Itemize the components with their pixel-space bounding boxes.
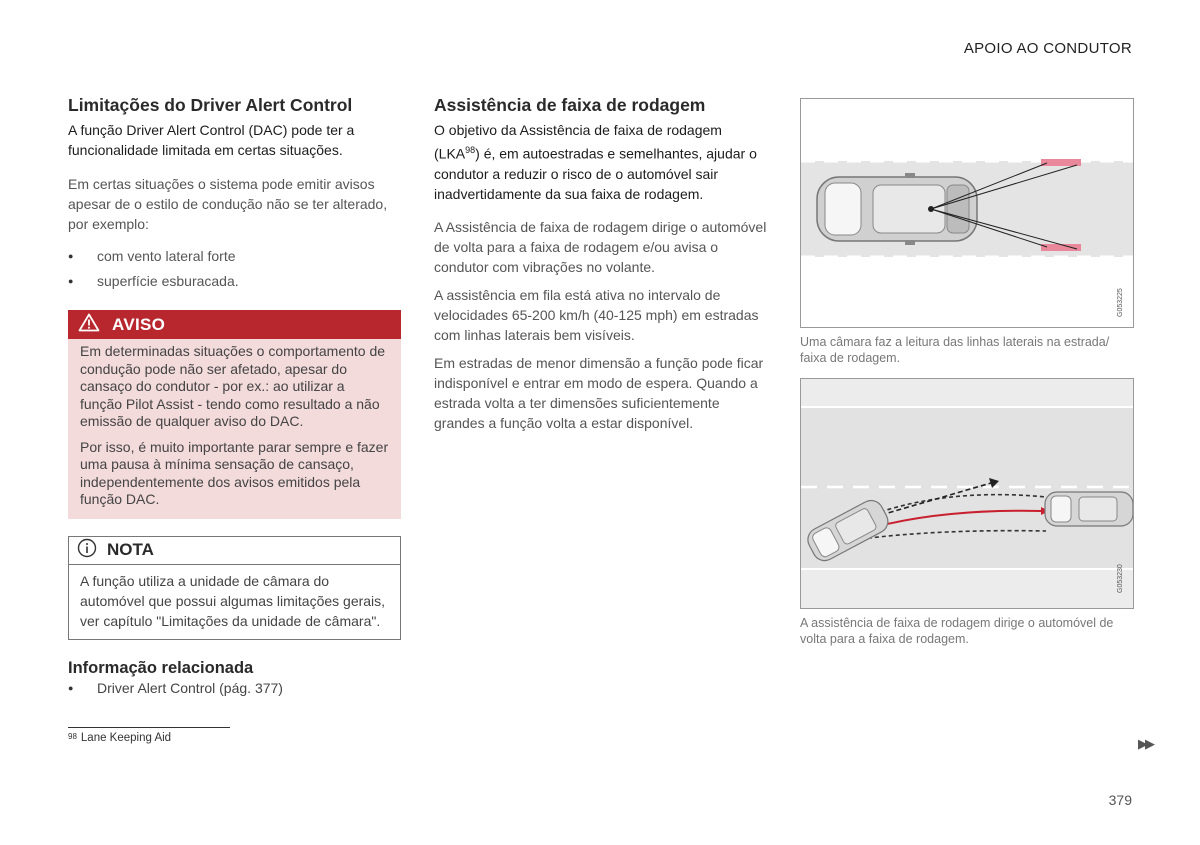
lka-lead-text-b: ) é, em autoestradas e semelhantes, ajudar o condutor a reduzir o risco de o automóvel sair inadvertidamente da sua faixa de rodagem.	[434, 145, 757, 202]
footnote-number: 98	[68, 732, 77, 741]
page-number: 379	[1108, 792, 1132, 808]
lane-marker-top	[1041, 159, 1081, 166]
lka-paragraph: Em estradas de menor dimensão a função pode ficar indisponível e entrar em modo de espera. Quando a estrada volta a ter dimensões suficientemente grandes a função volta a estar disponível.	[434, 354, 764, 431]
lane-return-figure	[800, 378, 1134, 609]
lka-paragraph: A Assistência de faixa de rodagem dirige o automóvel de volta para a faixa de rodagem e/ou avisa o condutor com vibrações no volante.	[434, 218, 767, 275]
dac-lead-paragraph: A função Driver Alert Control (DAC) pode ter a funcionalidade limitada em certas situações.	[68, 122, 355, 158]
section-header: APOIO AO CONDUTOR	[963, 40, 1132, 57]
warning-triangle-icon	[78, 313, 100, 337]
note-text: A função utiliza a unidade de câmara do automóvel que possui algumas limitações gerais, ver capítulo "Limitações da unidade de câmara".	[80, 572, 386, 629]
footnote	[68, 732, 171, 744]
camera-lane-diagram	[801, 99, 1134, 328]
warning-paragraph: Por isso, é muito importante parar sempre e fazer uma pausa à mínima sensação de cansaço, independentemente dos avisos emitidos pela função DAC.	[80, 438, 389, 507]
middle-column	[434, 94, 767, 433]
related-link-driver-alert-control[interactable]: ● Driver Alert Control (pág. 377)	[68, 678, 401, 698]
continue-arrows-icon[interactable]: ▶▶	[1138, 736, 1152, 751]
warning-header	[68, 310, 401, 339]
left-column	[68, 94, 401, 698]
figure-code: G053230	[1117, 564, 1124, 593]
section-title-dac-limitations: Limitações do Driver Alert Control	[68, 95, 353, 115]
right-column	[800, 98, 1134, 647]
list-item: ● com vento lateral forte	[68, 244, 401, 269]
figure-caption: A assistência de faixa de rodagem dirige o automóvel de volta para a faixa de rodagem.	[800, 616, 1114, 646]
figure-code: G053225	[1117, 288, 1124, 317]
figure-caption: Uma câmara faz a leitura das linhas laterais na estrada/ faixa de rodagem.	[800, 335, 1110, 365]
note-label: NOTA	[107, 540, 154, 559]
warning-label: AVISO	[112, 314, 166, 334]
dac-conditions-list	[68, 244, 401, 294]
list-item: ● superfície esburacada.	[68, 269, 401, 294]
warning-paragraph: Em determinadas situações o comportamento de condução pode não ser afetado, apesar do cansaço do condutor - por ex.: ao utilizar a função Pilot Assist - tendo como resultado a não emissão de qualquer aviso do DAC.	[80, 343, 386, 429]
warning-body	[68, 339, 401, 519]
info-icon	[77, 538, 97, 563]
car-top-view	[817, 173, 977, 245]
camera-icon	[928, 206, 934, 212]
dac-body-paragraph: Em certas situações o sistema pode emitir avisos apesar de o estilo de condução não se ter alterado, por exemplo:	[68, 176, 388, 232]
footnote-ref[interactable]: 98	[465, 145, 476, 155]
footnote-divider	[68, 727, 230, 728]
lka-lead-text-a: O objetivo da Assistência de faixa de rodagem (LKA	[434, 122, 722, 162]
lane-return-diagram	[801, 379, 1134, 609]
note-header	[69, 537, 400, 565]
warning-box	[68, 310, 401, 519]
lka-lead-paragraph	[434, 120, 767, 204]
camera-lane-figure	[800, 98, 1134, 328]
related-info-list	[68, 678, 401, 698]
section-title-lane-assist: Assistência de faixa de rodagem	[434, 95, 706, 115]
footnote-text: Lane Keeping Aid	[80, 732, 172, 744]
lka-paragraph: A assistência em fila está ativa no intervalo de velocidades 65-200 km/h (40-125 mph) em estradas com linhas laterais bem visíveis.	[434, 286, 759, 343]
related-info-title: Informação relacionada	[68, 658, 254, 677]
note-box	[68, 536, 401, 640]
car-corrected	[1045, 492, 1133, 526]
